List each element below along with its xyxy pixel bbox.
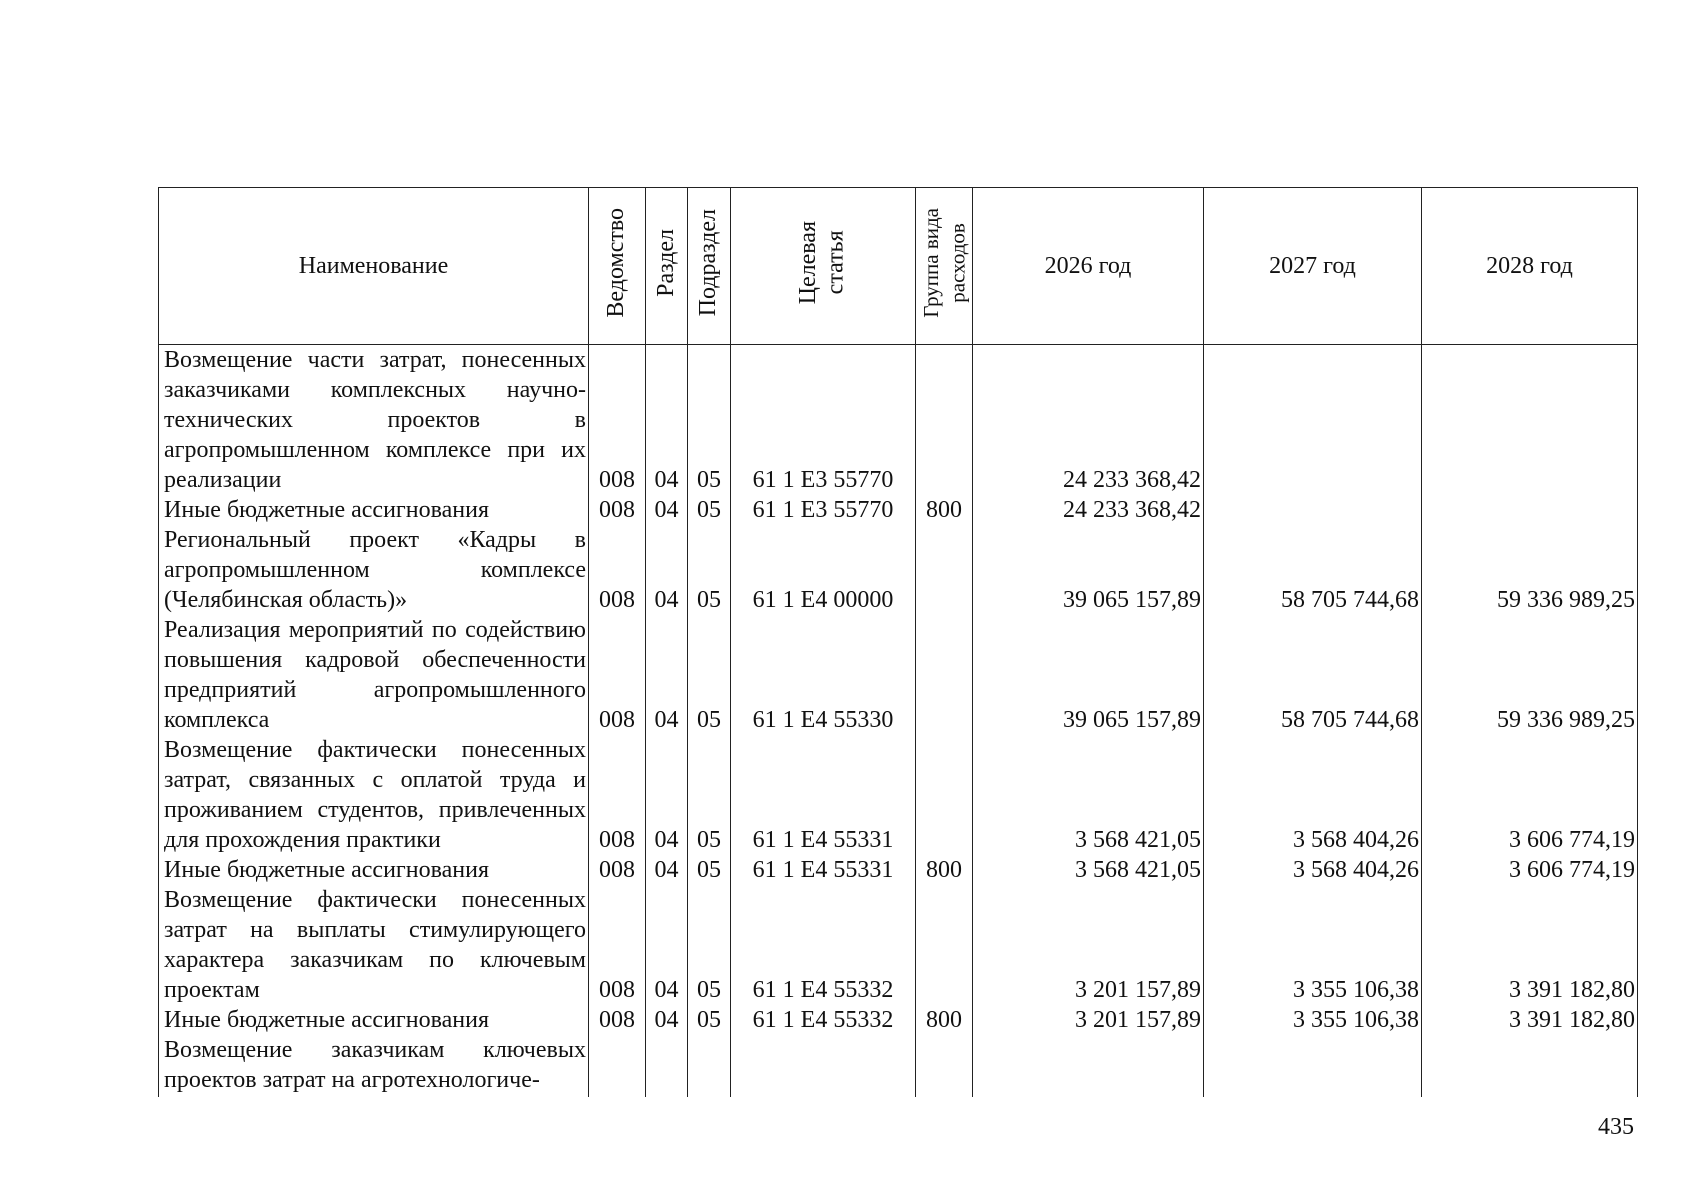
row-section: 04 [646,345,688,496]
row-amount-2028: 3 391 182,80 [1422,885,1638,1005]
table-row [159,1035,1638,1097]
row-expense-group [916,735,973,855]
row-amount-2028 [1422,345,1638,496]
row-target-article: 61 1 Е4 55332 [731,885,916,1005]
header-expense-group-text: Группа вида расходов [918,207,969,318]
row-subsection: 05 [688,615,731,735]
table-row [159,525,1638,615]
row-target-article: 61 1 Е4 55331 [731,735,916,855]
row-target-article: 61 1 Е4 55331 [731,855,916,885]
row-subsection: 05 [688,855,731,885]
row-amount-2028: 59 336 989,25 [1422,525,1638,615]
table-row [159,735,1638,855]
row-name: Иные бюджетные ассигнования [159,1005,589,1035]
row-amount-2027 [1204,495,1422,525]
row-amount-2026: 3 201 157,89 [973,885,1204,1005]
row-amount-2027: 3 355 106,38 [1204,885,1422,1005]
row-subsection: 05 [688,525,731,615]
row-department: 008 [589,525,646,615]
row-name: Возмещение части затрат, понесенных заказчиками комплексных научно-технических проектов в агропромышленном комплексе при их реализации [159,345,589,496]
row-amount-2027: 3 568 404,26 [1204,855,1422,885]
row-amount-2028 [1422,1035,1638,1097]
row-amount-2026: 3 568 421,05 [973,735,1204,855]
row-expense-group [916,615,973,735]
table-row [159,345,1638,496]
header-year-2027: 2027 год [1204,188,1422,345]
table-row [159,885,1638,1005]
row-expense-group [916,525,973,615]
row-amount-2027: 3 568 404,26 [1204,735,1422,855]
row-amount-2026: 3 201 157,89 [973,1005,1204,1035]
row-amount-2026 [973,1035,1204,1097]
row-expense-group [916,345,973,496]
row-target-article: 61 1 Е3 55770 [731,495,916,525]
row-expense-group [916,885,973,1005]
row-amount-2026: 39 065 157,89 [973,525,1204,615]
row-amount-2027 [1204,345,1422,496]
header-year-2026: 2026 год [973,188,1204,345]
row-section: 04 [646,495,688,525]
row-amount-2027: 3 355 106,38 [1204,1005,1422,1035]
row-amount-2027: 58 705 744,68 [1204,615,1422,735]
row-amount-2028 [1422,495,1638,525]
header-target-article [731,188,916,345]
row-section: 04 [646,735,688,855]
header-year-2028: 2028 год [1422,188,1638,345]
row-section: 04 [646,1005,688,1035]
row-name: Возмещение фактически понесенных затрат, связанных с оплатой труда и проживанием студентов, привлеченных для прохождения практики [159,735,589,855]
row-department: 008 [589,735,646,855]
row-expense-group [916,1035,973,1097]
row-amount-2028: 59 336 989,25 [1422,615,1638,735]
row-amount-2027 [1204,1035,1422,1097]
budget-table [158,187,1638,1097]
row-expense-group: 800 [916,855,973,885]
row-amount-2027: 58 705 744,68 [1204,525,1422,615]
row-department [589,1035,646,1097]
row-expense-group: 800 [916,495,973,525]
row-subsection: 05 [688,1005,731,1035]
row-section: 04 [646,855,688,885]
row-amount-2026: 24 233 368,42 [973,495,1204,525]
row-subsection: 05 [688,735,731,855]
row-name: Возмещение фактически понесенных затрат на выплаты стимулирующего характера заказчикам по ключевым проектам [159,885,589,1005]
row-amount-2028: 3 391 182,80 [1422,1005,1638,1035]
row-department: 008 [589,855,646,885]
row-target-article: 61 1 Е4 55332 [731,1005,916,1035]
row-subsection: 05 [688,495,731,525]
row-section: 04 [646,885,688,1005]
row-name: Возмещение заказчикам ключевых проектов затрат на агротехнологиче- [159,1035,589,1097]
header-department: Ведомство [589,188,646,345]
header-target-article-text: Целевая статья [795,220,849,305]
row-section: 04 [646,615,688,735]
row-amount-2026: 39 065 157,89 [973,615,1204,735]
row-amount-2028: 3 606 774,19 [1422,855,1638,885]
header-subsection: Подраздел [688,188,731,345]
row-department: 008 [589,495,646,525]
row-amount-2026: 24 233 368,42 [973,345,1204,496]
row-section: 04 [646,525,688,615]
header-section: Раздел [646,188,688,345]
header-name: Наименование [159,188,589,345]
table-row [159,615,1638,735]
table-header-row [159,188,1638,345]
table-row [159,1005,1638,1035]
row-department: 008 [589,1005,646,1035]
row-target-article: 61 1 Е4 55330 [731,615,916,735]
row-name: Региональный проект «Кадры в агропромышленном комплексе (Челябинская область)» [159,525,589,615]
row-target-article [731,1035,916,1097]
row-target-article: 61 1 Е4 00000 [731,525,916,615]
row-subsection: 05 [688,345,731,496]
row-name: Реализация мероприятий по содействию повышения кадровой обеспеченности предприятий агропромышленного комплекса [159,615,589,735]
row-amount-2026: 3 568 421,05 [973,855,1204,885]
row-department: 008 [589,885,646,1005]
header-expense-group [916,188,973,345]
page-number: 435 [1598,1114,1634,1140]
row-department: 008 [589,345,646,496]
row-amount-2028: 3 606 774,19 [1422,735,1638,855]
row-name: Иные бюджетные ассигнования [159,495,589,525]
row-expense-group: 800 [916,1005,973,1035]
table-row [159,855,1638,885]
row-name: Иные бюджетные ассигнования [159,855,589,885]
row-target-article: 61 1 Е3 55770 [731,345,916,496]
row-section [646,1035,688,1097]
row-subsection: 05 [688,885,731,1005]
table-row [159,495,1638,525]
row-subsection [688,1035,731,1097]
row-department: 008 [589,615,646,735]
